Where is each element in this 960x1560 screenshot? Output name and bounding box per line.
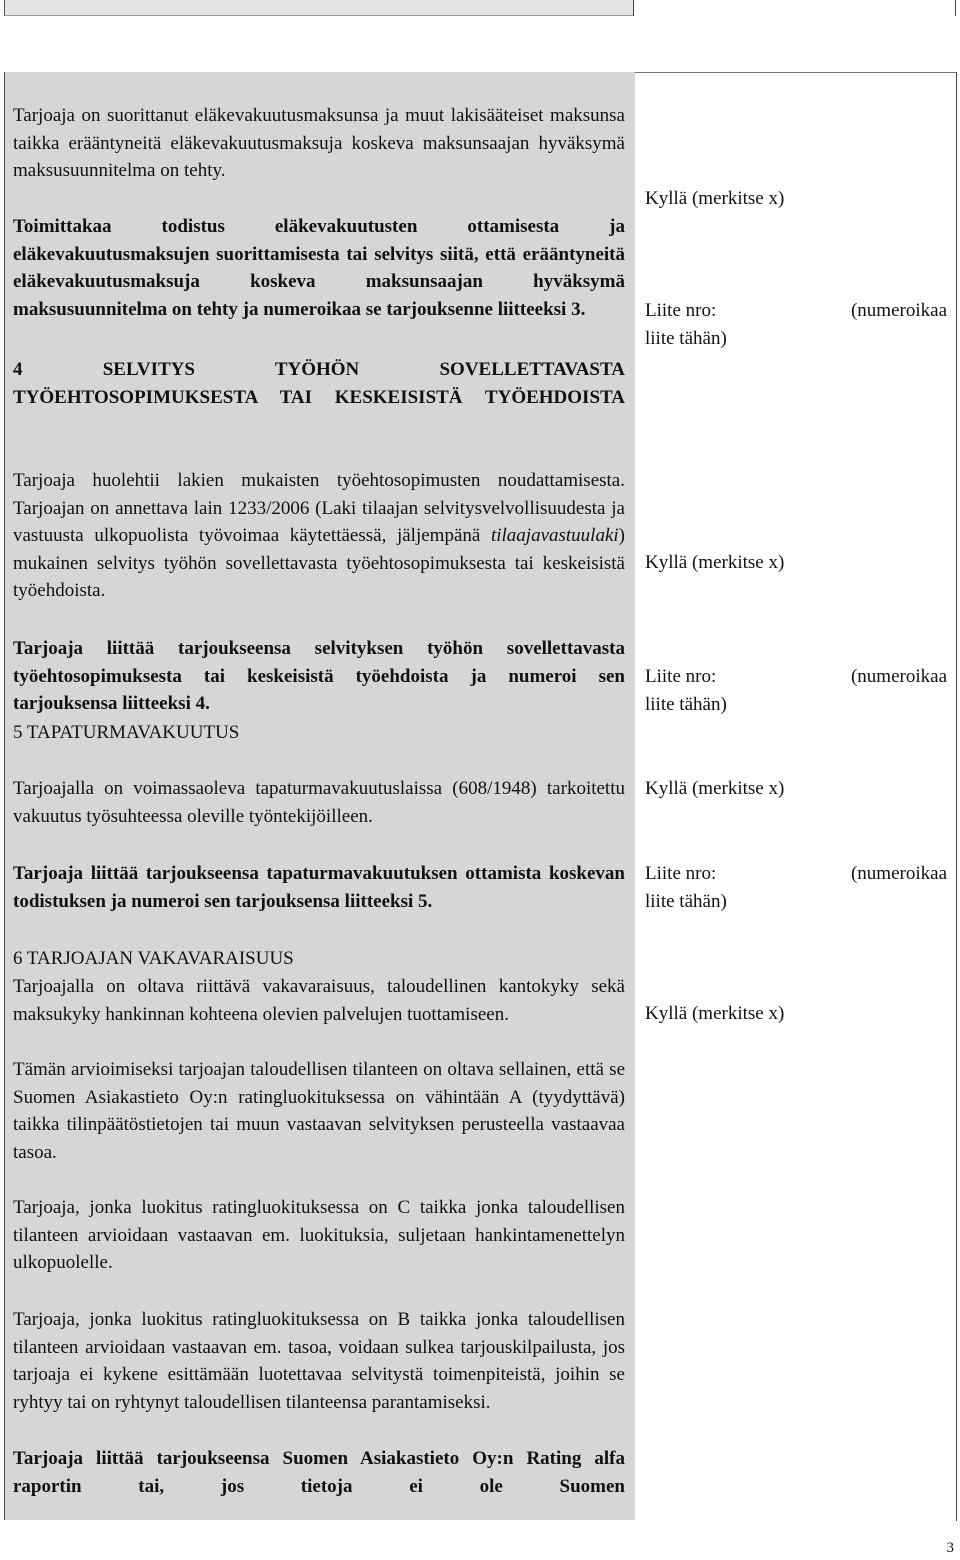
attachment-hint-cont: liite tähän): [645, 890, 727, 912]
attachment-number-field-1[interactable]: [645, 297, 947, 352]
attachment-hint-cont: liite tähän): [645, 693, 727, 715]
paragraph-rating-c: Tarjoaja, jonka luokitus ratingluokituksessa on C taikka jonka taloudellisen tilanteen arvioidaan vastaavan em. luokituksia, suljetaan hankintamenettelyn ulkopuolelle.: [13, 1197, 625, 1274]
attachment-hint: (numeroikaa: [850, 666, 947, 687]
answer-yes-3: Kyllä (merkitse x): [645, 778, 785, 799]
attachment-label: Liite nro:: [645, 863, 717, 884]
attachment-hint-cont: liite tähän): [645, 327, 727, 349]
paragraph-solvency: Tarjoajalla on oltava riittävä vakavaraisuus, taloudellinen kantokyky sekä maksukyky hankinnan kohteena olevien palvelujen tuottamiseen.: [13, 976, 625, 1025]
section-heading-5: 5 TAPATURMAVAKUUTUS: [13, 722, 240, 743]
column-divider-mark: [633, 0, 634, 16]
top-header-strip: [0, 0, 960, 18]
attachment-number-field-2[interactable]: [645, 663, 947, 718]
paragraph-insurance-attachment: Tarjoaja liittää tarjoukseensa tapaturmavakuutuksen ottamista koskevan todistuksen ja numeroi sen tarjouksensa liitteeksi 5.: [13, 863, 625, 912]
paragraph-text: Tarjoaja huolehtii lakien mukaisten työehtosopimusten noudattamisesta. Tarjoajan on annettava lain 1233/2006 (Laki tilaajan selvitysvelvollisuudesta ja vastuusta ulkopuolista työvoimaa käytettäessä, jäljempänä: [13, 470, 625, 547]
attachment-label: Liite nro:: [645, 300, 717, 321]
paragraph-rating-requirement: Tämän arvioimiseksi tarjoajan taloudellisen tilanteen on oltava sellainen, että se Suomen Asiakastieto Oy:n ratingluokituksessa on vähintään A (tyydyttävä) taikka tilinpäätöstietojen tai muun vastaavan selvityksen perusteella vastaavaa tasoa.: [13, 1059, 625, 1163]
paragraph-agreement-attachment: Tarjoaja liittää tarjoukseensa selvityksen työhön sovellettavasta työehtosopimuksesta tai keskeisistä työehdoista ja numeroi sen tarjouksensa liitteeksi 4.: [13, 638, 625, 715]
paragraph-accident-insurance: Tarjoajalla on voimassaoleva tapaturmavakuutuslaissa (608/1948) tarkoitettu vakuutus työsuhteessa oleville työntekijöilleen.: [13, 778, 625, 827]
paragraph-rating-report: Tarjoaja liittää tarjoukseensa Suomen Asiakastieto Oy:n Rating alfa raportin tai, jos tietoja ei ole Suomen: [13, 1448, 625, 1497]
paragraph-pension-certificate: Toimittakaa todistus eläkevakuutusten ottamisesta ja eläkevakuutusmaksujen suorittamisesta tai selvitys siitä, että erääntyneitä eläkevakuutusmaksuja koskeva maksunsaajan hyväksymä maksusuunnitelma on tehty ja numeroikaa se tarjouksenne liitteeksi 3.: [13, 216, 625, 320]
paragraph-text: ) mukainen selvitys työhön sovellettavasta työehtosopimuksesta tai keskeisistä työehdoista.: [13, 525, 625, 602]
attachment-number-field-3[interactable]: [645, 860, 947, 915]
paragraph-rating-b: Tarjoaja, jonka luokitus ratingluokituksessa on B taikka jonka taloudellisen tilanteen arvioidaan vastaavan em. tasoa, voidaan sulkea tarjouskilpailusta, jos tarjoaja ei kykene esittämään luotettavaa selvitystä toimenpiteistä, joihin se ryhtyy tai on ryhtynyt taloudellisen tilanteensa parantamiseksi.: [13, 1309, 625, 1413]
attachment-hint: (numeroikaa: [850, 300, 947, 321]
paragraph-collective-agreement: [13, 467, 625, 605]
paragraph-pension-paid: Tarjoaja on suorittanut eläkevakuutusmaksunsa ja muut lakisääteiset maksunsa taikka erääntyneitä eläkevakuutusmaksuja koskeva maksunsaajan hyväksymä maksusuunnitelma on tehty.: [13, 105, 625, 182]
answer-yes-4: Kyllä (merkitse x): [645, 1003, 785, 1024]
emphasised-term: tilaajavastuulaki: [490, 525, 619, 547]
answer-yes-2: Kyllä (merkitse x): [645, 552, 785, 573]
attachment-label: Liite nro:: [645, 666, 717, 687]
header-shaded-cell: [4, 0, 633, 16]
page-number: 3: [946, 1540, 954, 1556]
answer-yes-1: Kyllä (merkitse x): [645, 188, 785, 209]
section-heading-4: 4 SELVITYS TYÖHÖN SOVELLETTAVASTA TYÖEHTOSOPIMUKSESTA TAI KESKEISISTÄ TYÖEHDOISTA: [13, 359, 625, 408]
section-heading-6: 6 TARJOAJAN VAKAVARAISUUS: [13, 948, 294, 969]
column-divider-mark: [955, 0, 956, 16]
attachment-hint: (numeroikaa: [850, 863, 947, 884]
